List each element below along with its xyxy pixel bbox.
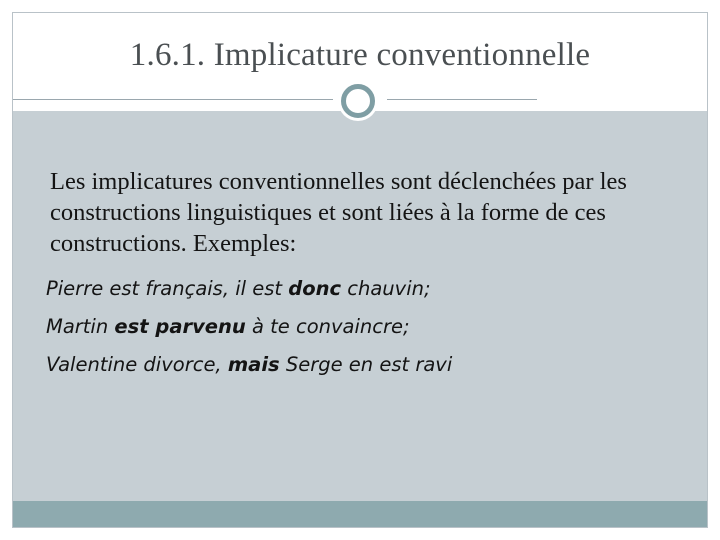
slide-title: 1.6.1. Implicature conventionnelle	[129, 37, 591, 73]
decorative-circle-icon	[341, 84, 375, 118]
bullet-list	[20, 166, 690, 384]
example-item	[20, 308, 690, 346]
example-text: à te convaincre;	[245, 315, 410, 338]
example-text: Martin	[46, 315, 115, 338]
title-divider-right	[387, 99, 537, 100]
main-bullet	[20, 166, 690, 270]
bottom-bar	[13, 501, 707, 527]
example-emphasis: est parvenu	[114, 315, 246, 338]
example-text: Valentine divorce,	[46, 353, 228, 376]
main-bullet-text: Les implicatures conventionnelles sont déclenchées par les constructions linguistiques et sont liées à la forme de ces constructions. Exemples:	[50, 168, 627, 257]
example-emphasis: mais	[227, 353, 280, 376]
example-item	[20, 346, 690, 384]
example-text: Pierre est français, il est	[46, 277, 289, 300]
example-text: Serge en est ravi	[279, 353, 453, 376]
example-item	[20, 270, 690, 308]
title-divider-left	[13, 99, 333, 100]
example-emphasis: donc	[288, 277, 342, 300]
example-text: chauvin;	[341, 277, 431, 300]
